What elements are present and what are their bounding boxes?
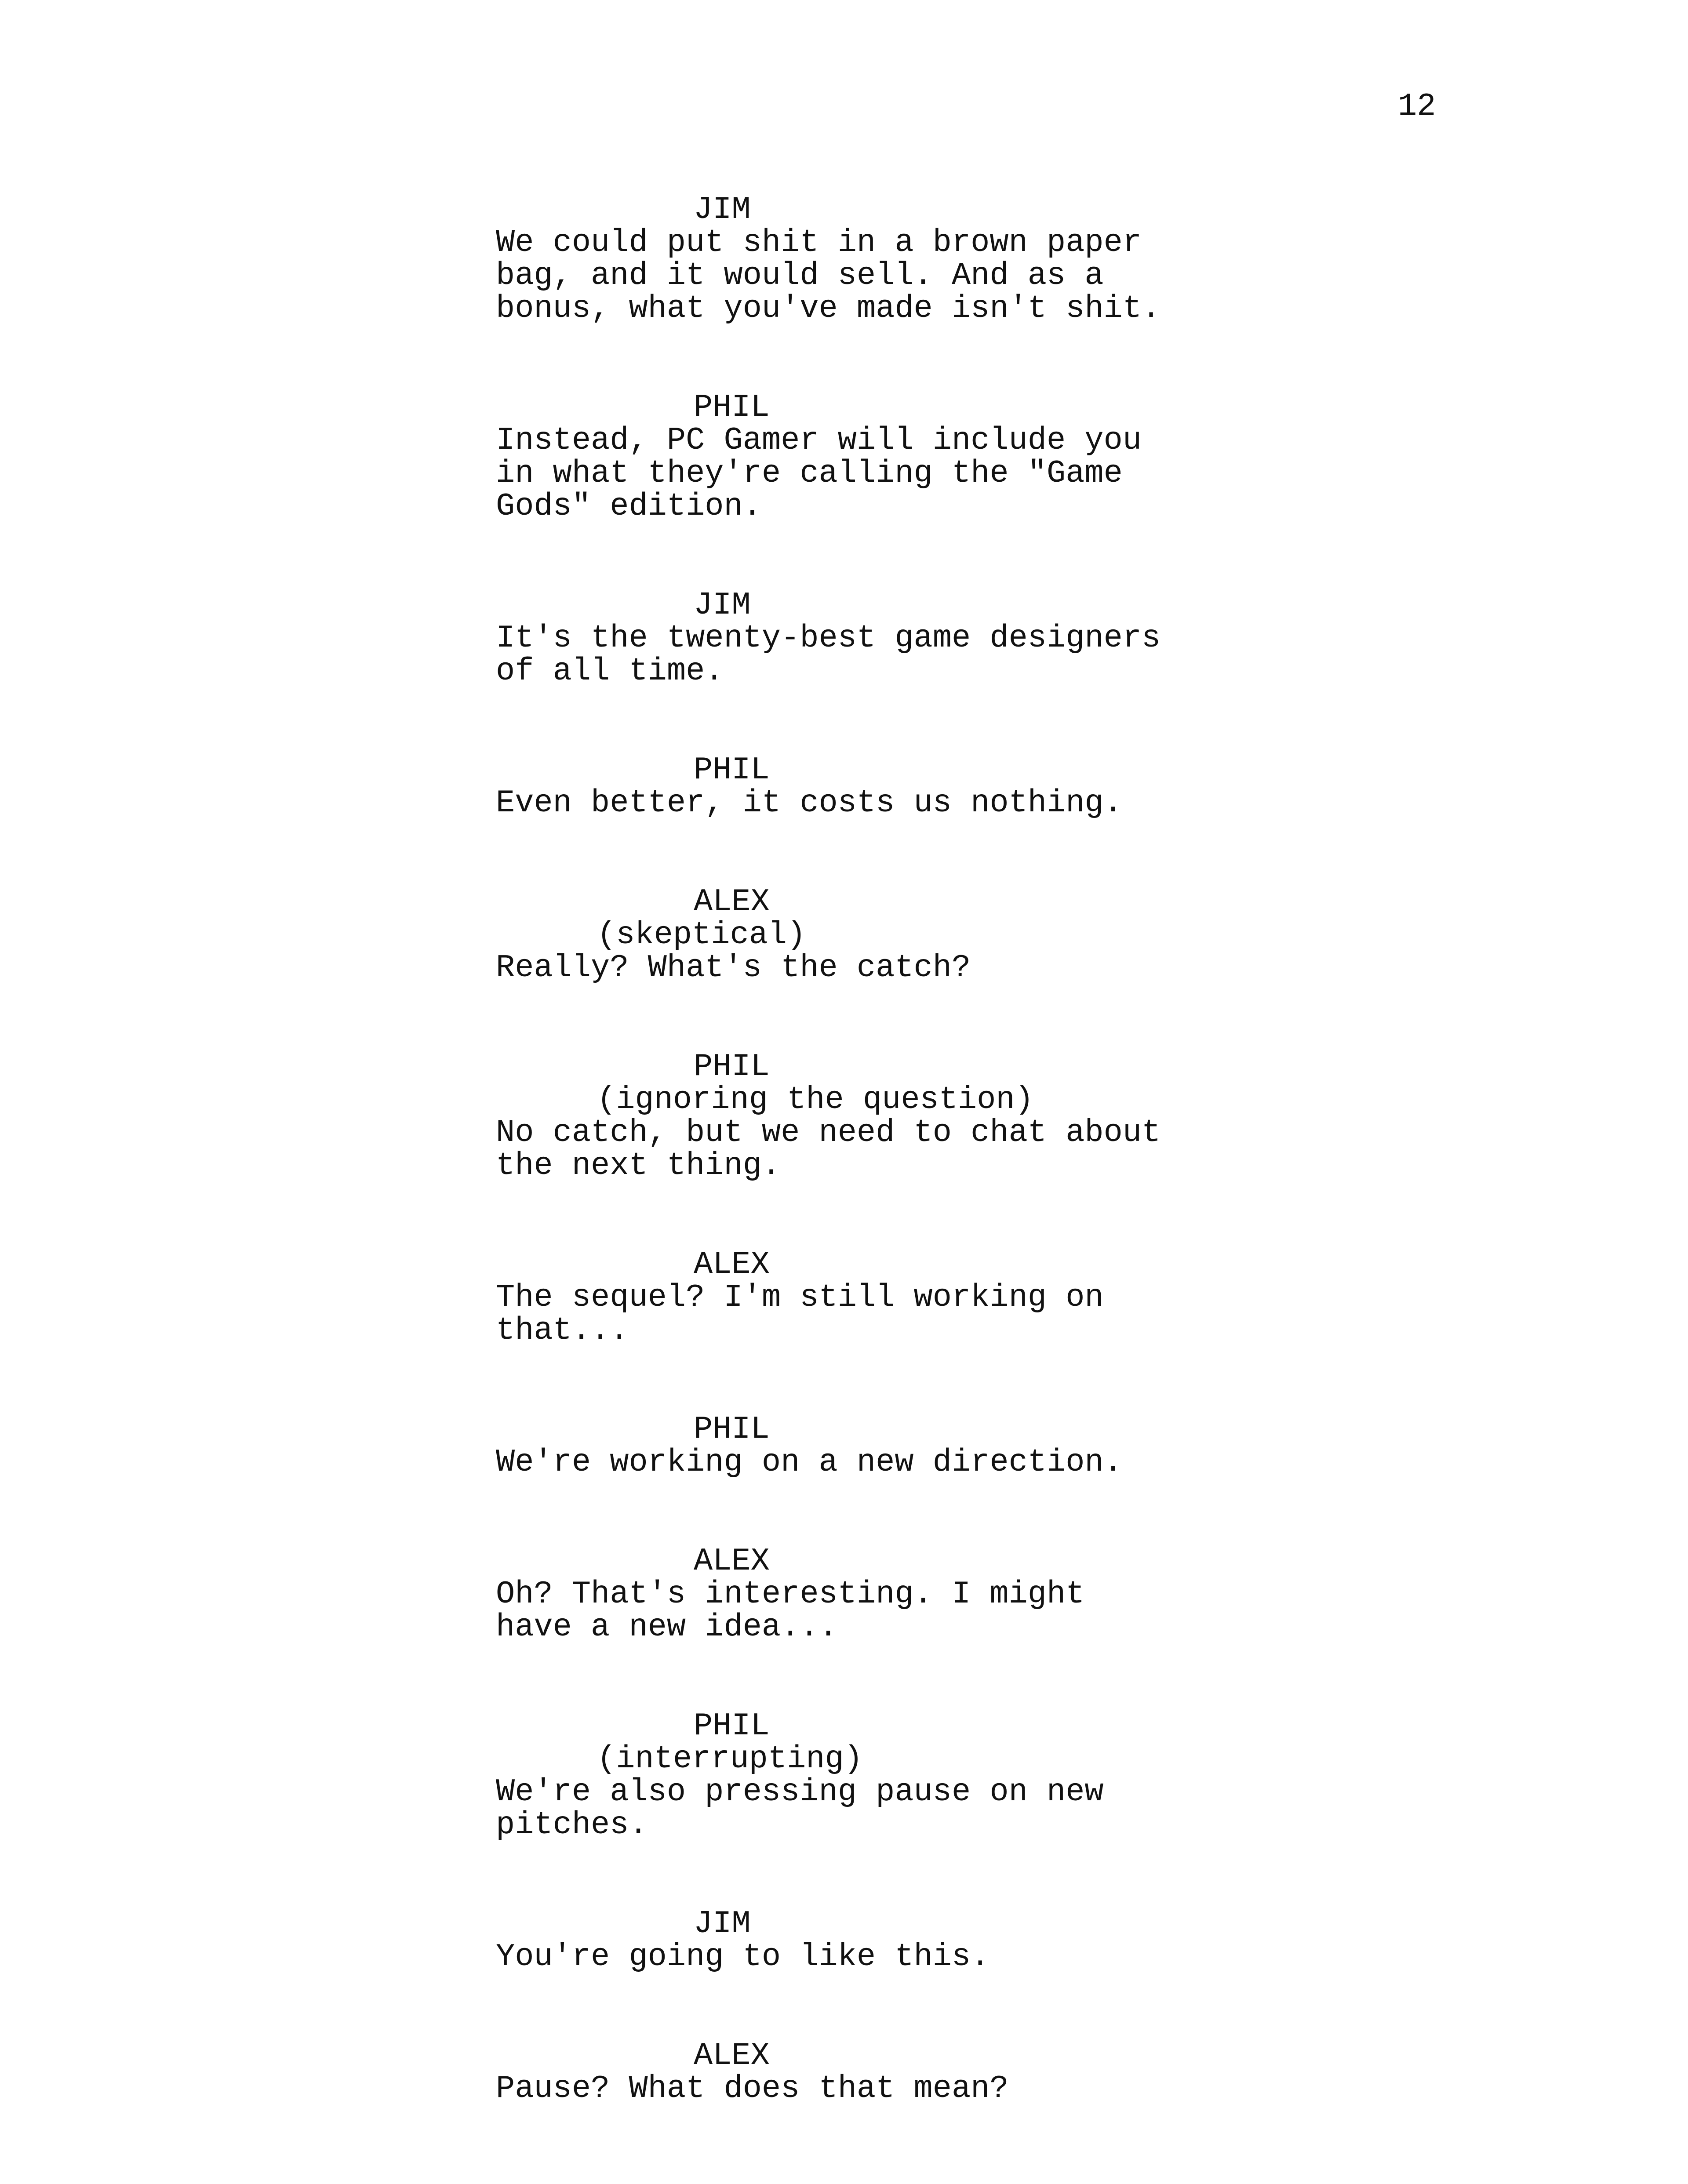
dialogue-text: We're also pressing pause on new pitches. bbox=[496, 1774, 1104, 1843]
dialogue-text: Pause? What does that mean? bbox=[496, 2071, 1009, 2107]
character-name: JIM bbox=[694, 587, 751, 623]
dialogue-list bbox=[496, 193, 1243, 2171]
dialogue-block bbox=[496, 1710, 1243, 1842]
character-name: ALEX bbox=[694, 1543, 770, 1579]
dialogue-block bbox=[496, 1050, 1243, 1182]
dialogue-text: Instead, PC Gamer will include you in what they're calling the "Game Gods" edition. bbox=[496, 422, 1142, 524]
dialogue-block bbox=[496, 1248, 1243, 1347]
dialogue-text: No catch, but we need to chat about the next thing. bbox=[496, 1115, 1161, 1184]
dialogue-block bbox=[496, 391, 1243, 523]
dialogue-block bbox=[496, 1413, 1243, 1479]
dialogue-text: We could put shit in a brown paper bag, and it would sell. And as a bonus, what you've made isn't shit. bbox=[496, 225, 1161, 327]
character-name: ALEX bbox=[694, 884, 770, 920]
character-name: PHIL bbox=[694, 1049, 770, 1085]
dialogue-block bbox=[496, 1908, 1243, 1973]
character-name: ALEX bbox=[694, 2038, 770, 2074]
dialogue-block bbox=[496, 886, 1243, 985]
dialogue-text: It's the twenty-best game designers of all time. bbox=[496, 620, 1161, 689]
dialogue-text: We're working on a new direction. bbox=[496, 1444, 1123, 1480]
character-name: PHIL bbox=[694, 1708, 770, 1744]
character-name: JIM bbox=[694, 1906, 751, 1942]
dialogue-block bbox=[496, 589, 1243, 688]
dialogue-block bbox=[496, 1545, 1243, 1644]
dialogue-text: The sequel? I'm still working on that... bbox=[496, 1279, 1104, 1348]
dialogue-block bbox=[496, 754, 1243, 820]
parenthetical: (interrupting) bbox=[597, 1741, 863, 1777]
character-name: JIM bbox=[694, 192, 751, 228]
dialogue-text: Oh? That's interesting. I might have a new idea... bbox=[496, 1576, 1085, 1645]
dialogue-block bbox=[496, 193, 1243, 325]
parenthetical: (skeptical) bbox=[597, 917, 806, 953]
dialogue-text: Even better, it costs us nothing. bbox=[496, 785, 1123, 821]
page-number: 12 bbox=[1398, 88, 1436, 124]
parenthetical: (ignoring the question) bbox=[597, 1082, 1034, 1118]
dialogue-text: Really? What's the catch? bbox=[496, 950, 971, 986]
character-name: ALEX bbox=[694, 1246, 770, 1283]
character-name: PHIL bbox=[694, 752, 770, 788]
dialogue-block bbox=[496, 2039, 1243, 2105]
character-name: PHIL bbox=[694, 1411, 770, 1447]
character-name: PHIL bbox=[694, 389, 770, 425]
dialogue-text: You're going to like this. bbox=[496, 1939, 990, 1975]
